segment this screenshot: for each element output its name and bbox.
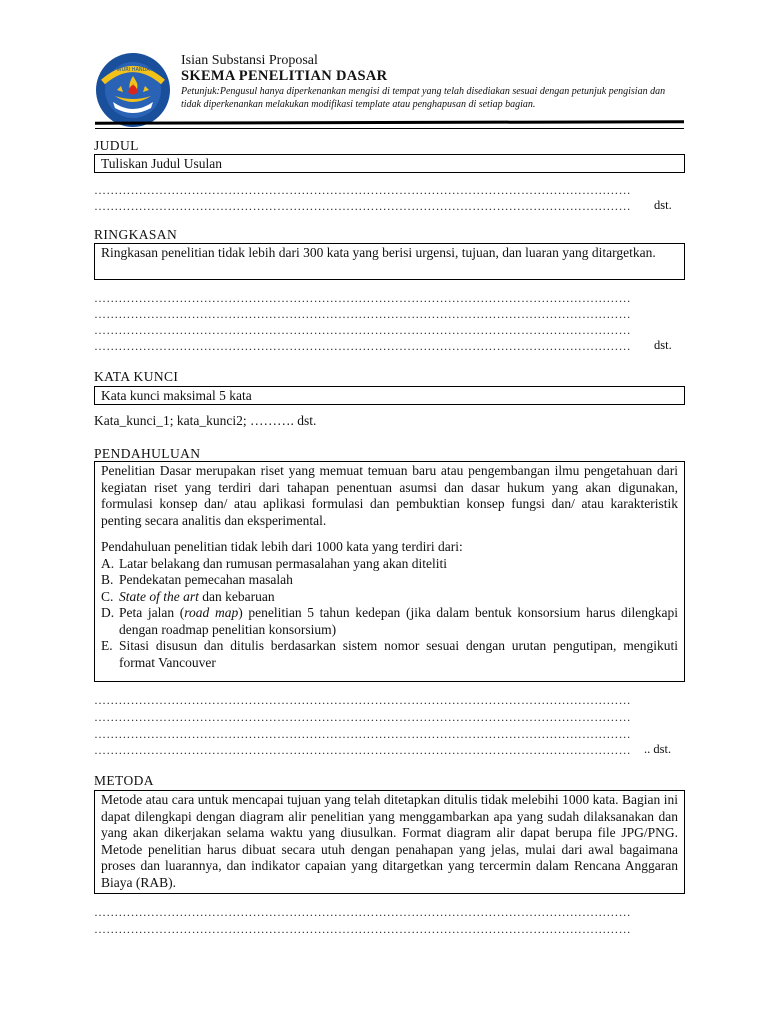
list-item: E. Sitasi disusun dan ditulis berdasarkan sistem nomor sesuai dengan urutan pengutipan, mengikuti format Vancouver (101, 638, 678, 670)
instruction-prefix: Petunjuk: (181, 86, 220, 97)
dotted-line: …………………………………………………………………………………………………………………… (94, 184, 631, 196)
dotted-line: …………………………………………………………………………………………………………………… (94, 308, 631, 320)
header-rule-thick (95, 120, 684, 125)
kata-kunci-example: Kata_kunci_1; kata_kunci2; ………. dst. (94, 413, 317, 428)
list-item: D. Peta jalan (road map) penelitian 5 tahun kedepan (jika dalam bentuk konsorsium harus dilengkapi dengan roadmap penelitian konsorsium) (101, 605, 678, 637)
section-label-kata-kunci: KATA KUNCI (94, 369, 179, 384)
header-rule-thin (95, 128, 684, 129)
dst-text: dst. (654, 338, 672, 352)
dotted-line: …………………………………………………………………………………………………………………… (94, 694, 631, 706)
pendahuluan-list (101, 556, 678, 672)
dst-text: dst. (654, 198, 672, 212)
instruction-text: Pengusul hanya diperkenankan mengisi di tempat yang telah disediakan sesuai dengan petunjuk pengisian dan tidak diperkenankan melakukan modifikasi template atau penghapusan di setiap bagian. (181, 86, 666, 110)
dotted-line: …………………………………………………………………………………………………………………… (94, 711, 631, 723)
dotted-line: …………………………………………………………………………………………………………………… (94, 324, 631, 336)
pendahuluan-box[interactable] (94, 461, 685, 682)
ringkasan-box[interactable]: Ringkasan penelitian tidak lebih dari 300 kata yang berisi urgensi, tujuan, dan luaran yang ditargetkan. (94, 243, 685, 280)
header-title: SKEMA PENELITIAN DASAR (181, 68, 388, 84)
dotted-line: …………………………………………………………………………………………………………………… (94, 728, 631, 740)
dotted-line: …………………………………………………………………………………………………………………… (94, 906, 631, 918)
judul-box[interactable]: Tuliskan Judul Usulan (94, 154, 685, 173)
dst-text: .. dst. (644, 742, 672, 756)
pendahuluan-paragraph-2: Pendahuluan penelitian tidak lebih dari 1000 kata yang terdiri dari: (101, 539, 463, 554)
list-item: A. Latar belakang dan rumusan permasalahan yang akan diteliti (101, 555, 447, 571)
dotted-line: …………………………………………………………………………………………………………………… (94, 200, 631, 212)
dotted-line: …………………………………………………………………………………………………………………… (94, 923, 631, 935)
dotted-line: …………………………………………………………………………………………………………………… (94, 292, 631, 304)
list-item: C. State of the art dan kebaruan (101, 588, 275, 604)
kata-kunci-box[interactable]: Kata kunci maksimal 5 kata (94, 386, 685, 405)
section-label-pendahuluan: PENDAHULUAN (94, 446, 201, 461)
section-label-judul: JUDUL (94, 138, 139, 153)
tut-wuri-handayani-logo-icon (95, 52, 171, 128)
list-item: B. Pendekatan pemecahan masalah (101, 572, 293, 587)
metoda-box[interactable]: Metode atau cara untuk mencapai tujuan yang telah ditetapkan ditulis tidak melebihi 1000 kata. Bagian ini dapat dilengkapi dengan diagram alir penelitian yang menggambarkan apa yang sudah dilaksanakan dan yang akan dikerjakan selama waktu yang diusulkan. Format diagram alir dapat berupa file JPG/PNG. Metode penelitian harus dibuat secara utuh dengan penahapan yang jelas, mulai dari awal bagaimana proses dan luarannya, dan indikator capaian yang ditargetkan yang tercermin dalam Rencana Anggaran Biaya (RAB). (94, 790, 685, 894)
pendahuluan-paragraph-1: Penelitian Dasar merupakan riset yang memuat temuan baru atau pengembangan ilmu pengetahuan dari kegiatan riset yang terdiri dari tahapan penentuan asumsi dan dasar hukum yang akan digunakan, formulasi konsep dan/ atau aplikasi formulasi dan pembuktian konsep fungsi dan/ atau karakteristik penting secara analitis dan eksperimental. (101, 463, 678, 528)
section-label-metoda: METODA (94, 773, 154, 788)
svg-text:TUT WURI HANDAYANI: TUT WURI HANDAYANI (105, 67, 161, 73)
dotted-line: …………………………………………………………………………………………………………………… (94, 744, 631, 756)
header-instructions (181, 85, 681, 111)
section-label-ringkasan: RINGKASAN (94, 227, 178, 242)
header-subtitle: Isian Substansi Proposal (181, 53, 318, 68)
dotted-line: …………………………………………………………………………………………………………………… (94, 340, 631, 352)
